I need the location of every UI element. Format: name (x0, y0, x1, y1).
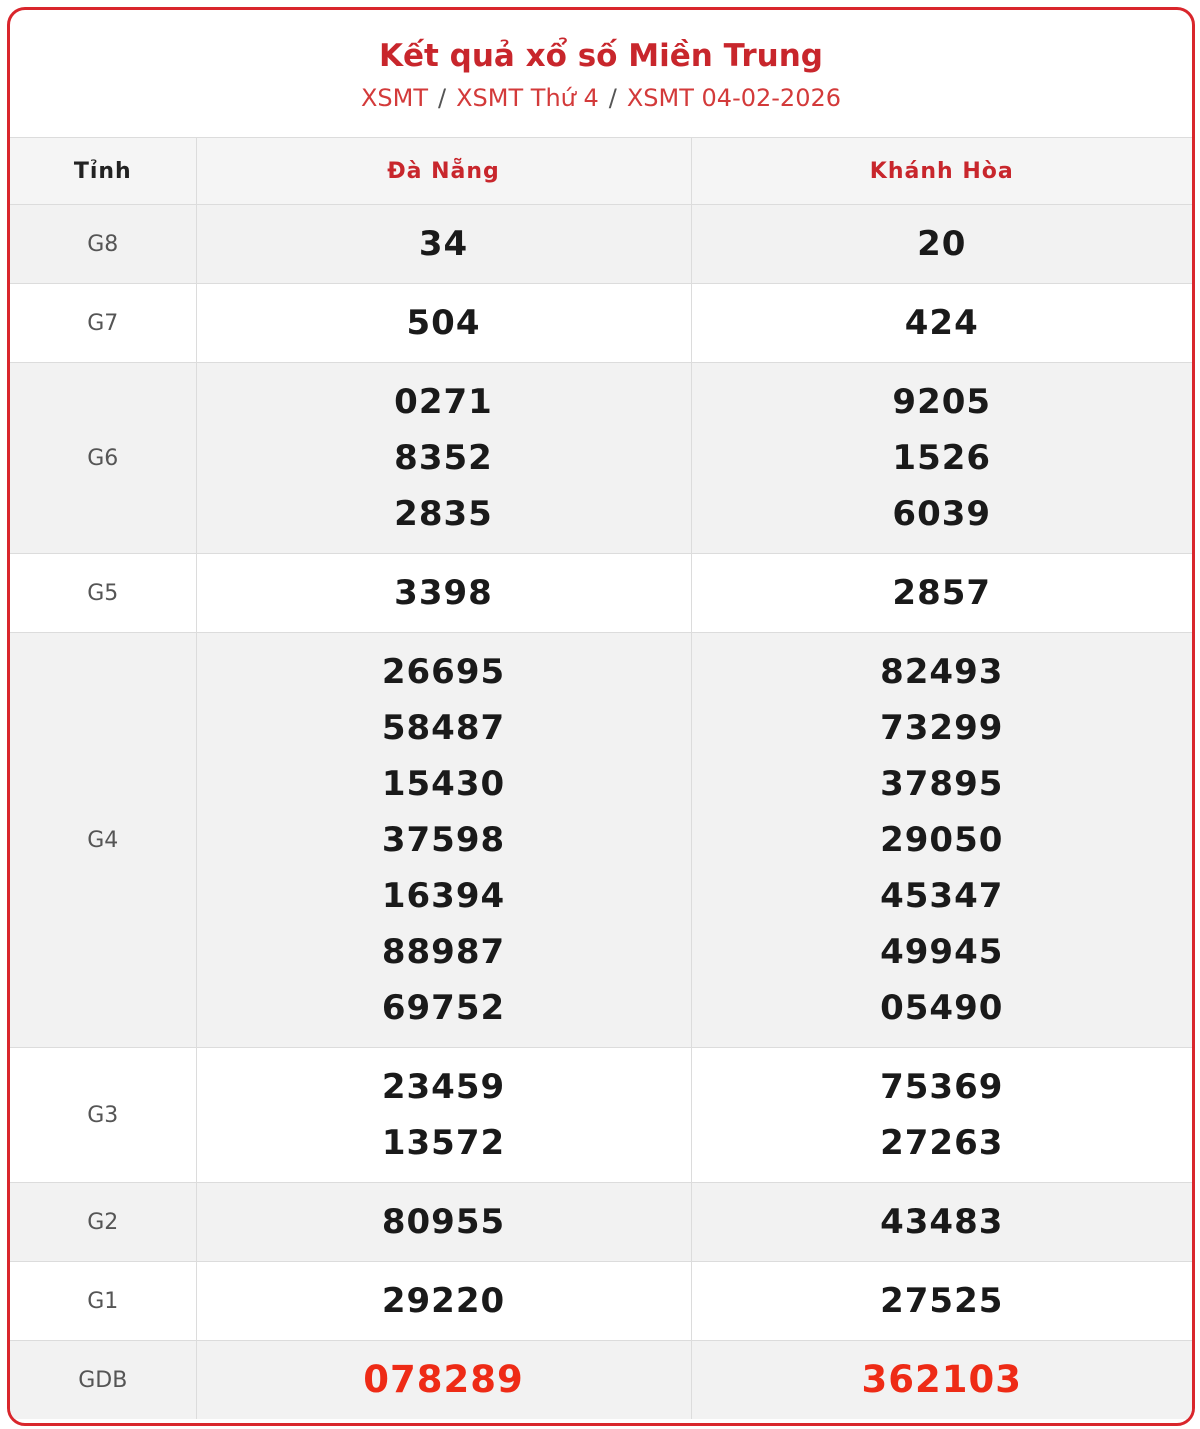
table-header-row (10, 138, 1192, 205)
breadcrumb-link-xsmt-thu4[interactable]: XSMT Thứ 4 (456, 84, 599, 112)
prize-cell (691, 554, 1192, 633)
prize-label: G5 (10, 554, 196, 633)
prize-label: G2 (10, 1183, 196, 1262)
breadcrumb (10, 82, 1192, 114)
results-table (10, 138, 1192, 1419)
prize-number: 0271 (394, 382, 493, 422)
prize-number: 34 (418, 224, 469, 264)
prize-label: GDB (10, 1341, 196, 1420)
table-row (10, 205, 1192, 284)
prize-number: 69752 (381, 988, 506, 1028)
prize-number: 504 (406, 303, 481, 343)
prize-number: 58487 (381, 708, 506, 748)
prize-label: G4 (10, 633, 196, 1048)
prize-label: G7 (10, 284, 196, 363)
prize-cell (196, 633, 691, 1048)
prize-number: 8352 (394, 438, 493, 478)
prize-number: 3398 (394, 573, 493, 613)
column-header-province: Tỉnh (10, 138, 196, 205)
results-card (7, 7, 1195, 1426)
prize-number: 37895 (880, 764, 1004, 804)
jackpot-number: 362103 (861, 1358, 1022, 1401)
prize-number: 27263 (880, 1123, 1004, 1163)
table-row (10, 554, 1192, 633)
results-header (10, 10, 1192, 138)
prize-number: 26695 (381, 652, 506, 692)
breadcrumb-link-xsmt[interactable]: XSMT (360, 84, 429, 112)
prize-label: G6 (10, 363, 196, 554)
prize-number: 73299 (880, 708, 1004, 748)
column-header-khanh-hoa[interactable]: Khánh Hòa (691, 138, 1192, 205)
prize-number: 05490 (880, 988, 1004, 1028)
prize-label: G8 (10, 205, 196, 284)
prize-number: 75369 (880, 1067, 1004, 1107)
prize-number: 80955 (381, 1202, 506, 1242)
table-row (10, 284, 1192, 363)
prize-number: 424 (904, 303, 979, 343)
prize-cell (196, 1262, 691, 1341)
prize-label: G3 (10, 1048, 196, 1183)
prize-number: 88987 (381, 932, 506, 972)
prize-number: 16394 (381, 876, 506, 916)
results-body (10, 205, 1192, 1420)
prize-cell (691, 284, 1192, 363)
prize-label: G1 (10, 1262, 196, 1341)
prize-number: 29050 (880, 820, 1004, 860)
prize-cell (691, 363, 1192, 554)
prize-number: 6039 (892, 494, 992, 534)
table-row (10, 1341, 1192, 1420)
prize-cell (196, 205, 691, 284)
prize-number: 27525 (880, 1281, 1004, 1321)
prize-number: 1526 (892, 438, 992, 478)
table-row (10, 633, 1192, 1048)
prize-cell (691, 1183, 1192, 1262)
prize-number: 20 (917, 224, 967, 264)
prize-number: 23459 (381, 1067, 506, 1107)
breadcrumb-link-xsmt-date[interactable]: XSMT 04-02-2026 (626, 84, 842, 112)
prize-cell (196, 1048, 691, 1183)
column-header-da-nang[interactable]: Đà Nẵng (196, 138, 691, 205)
prize-number: 29220 (381, 1281, 506, 1321)
breadcrumb-separator: / (438, 84, 447, 112)
prize-number: 9205 (892, 382, 992, 422)
prize-number: 49945 (880, 932, 1004, 972)
breadcrumb-separator: / (608, 84, 617, 112)
prize-cell (196, 284, 691, 363)
prize-number: 82493 (880, 652, 1004, 692)
prize-cell (691, 205, 1192, 284)
table-row (10, 1262, 1192, 1341)
prize-number: 15430 (381, 764, 506, 804)
prize-cell (691, 1341, 1192, 1420)
prize-number: 45347 (880, 876, 1004, 916)
table-row (10, 363, 1192, 554)
prize-number: 13572 (381, 1123, 506, 1163)
page-title: Kết quả xổ số Miền Trung (379, 38, 823, 74)
prize-number: 43483 (880, 1202, 1004, 1242)
prize-cell (691, 1262, 1192, 1341)
prize-number: 37598 (381, 820, 506, 860)
prize-cell (691, 633, 1192, 1048)
prize-cell (691, 1048, 1192, 1183)
jackpot-number: 078289 (363, 1358, 524, 1401)
table-row (10, 1183, 1192, 1262)
prize-cell (196, 554, 691, 633)
prize-cell (196, 1183, 691, 1262)
prize-number: 2857 (892, 573, 992, 613)
table-row (10, 1048, 1192, 1183)
prize-cell (196, 1341, 691, 1420)
prize-number: 2835 (394, 494, 493, 534)
prize-cell (196, 363, 691, 554)
